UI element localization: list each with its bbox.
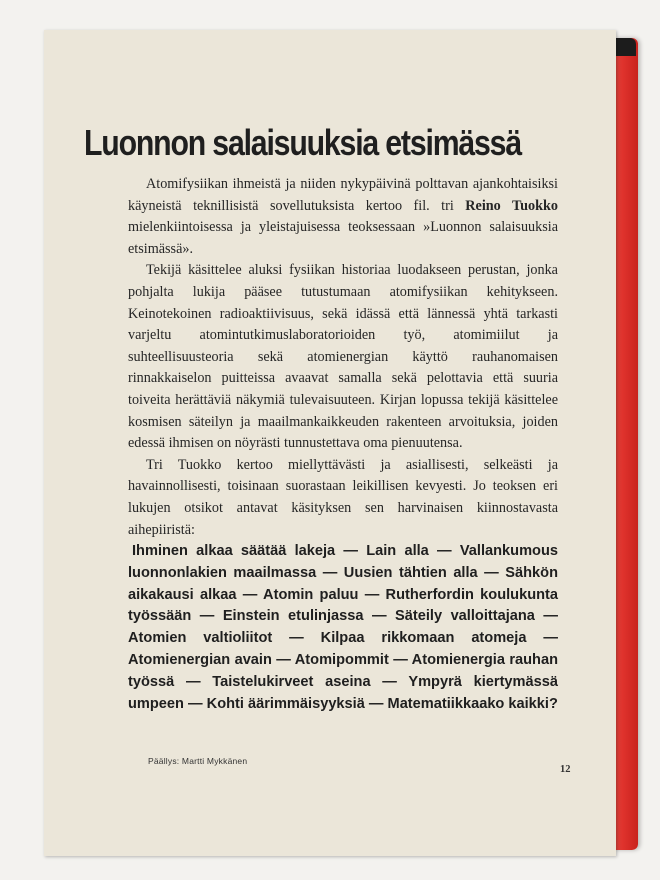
- chapter-titles: Ihminen alkaa säätää lakeja — Lain alla — Vallankumous luonnonlakien maailmassa — Uusien tähtien alla — Sähkön aikakausi alkaa — Atomin paluu — Rutherfordin koulukunta työssään — Einstein etulinjassa — Säteily valloittajana — Atomien valtioliitot — Kilpaa rikkomaan atomeja — Atomienergian avain — Atomipommit — Atomienergia rauhan työssä — Taistelukirveet aseina — Ympyrä kiertymässä umpeen — Kohti äärimmäisyyksiä — Matematiikkaako kaikki?: [128, 543, 558, 712]
- para1-text-after: mielenkiintoisessa ja yleistajuisessa teoksessaan »Luonnon salaisuuksia etsimässä».: [128, 219, 558, 257]
- spine-top: [616, 38, 636, 56]
- book: [44, 30, 638, 856]
- description-paragraph-1: [128, 174, 558, 260]
- description-paragraph-3: Tri Tuokko kertoo miellyttävästi ja asiallisesti, selkeästi ja havainnollisesti, toisinaan suorastaan leikillisen kevyesti. Jo teoksen eri lukujen otsikot antavat käsityksen sen harvinaisen kiinnostavasta aihepiiristä:: [128, 456, 558, 538]
- series-number: 12: [560, 764, 571, 775]
- description-paragraph-2: Tekijä käsittelee aluksi fysiikan historiaa luodakseen perustan, jonka pohjalta lukija pääsee tutustumaan atomifysiikan kehitykseen. Keinotekoinen radioaktiivisuus, sekä idässä että lännessä yhtä tarkasti varjeltu atomintutkimuslaboratorioiden työ, atomimiilut ja suhteellisuusteoria sekä atomienergian käyttö rauhanomaisen rinnakkaiselon puitteissa avaavat samalla sekä pelottavia että suuria toiveita herättäviä näkymiä tulevaisuuteen. Kirjan lopussa tekijä käsittelee kosmisen säteilyn ja maailmankaikkeuden rakenteen arvoituksia, joiden edessä ihmisen on nöyrästi tunnustettava oma pienuutensa.: [128, 262, 558, 452]
- book-title: Luonnon salaisuuksia etsimässä: [84, 122, 521, 163]
- back-cover: [44, 30, 616, 856]
- author-name: Reino Tuokko: [465, 197, 559, 214]
- description: [128, 174, 558, 541]
- para1-text-before: Atomifysiikan ihmeistä ja niiden nykypäivinä polttavan ajankohtaisiksi käyneistä teknillisistä sovellutuksista kertoo fil. tri: [128, 176, 558, 214]
- cover-credit: Päällys: Martti Mykkänen: [148, 756, 248, 766]
